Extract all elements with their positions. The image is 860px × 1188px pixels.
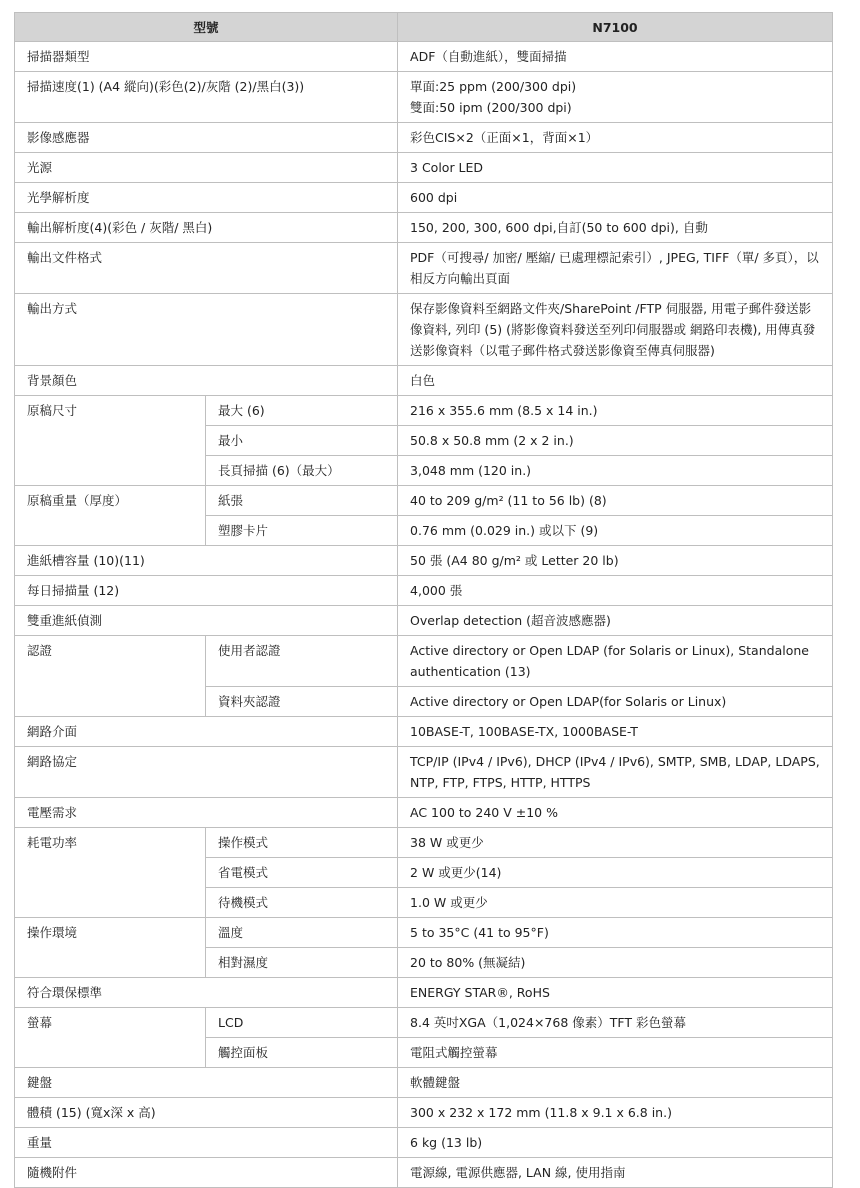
row-label: 輸出解析度(4)(彩色 / 灰階/ 黑白) bbox=[15, 213, 398, 243]
row-label: 耗電功率 bbox=[15, 828, 206, 918]
row-value: AC 100 to 240 V ±10 % bbox=[398, 798, 833, 828]
row-value bbox=[398, 72, 833, 123]
row-sublabel: LCD bbox=[206, 1008, 398, 1038]
row-value: 150, 200, 300, 600 dpi,自訂(50 to 600 dpi), 自動 bbox=[398, 213, 833, 243]
table-row bbox=[15, 123, 833, 153]
row-value: 38 W 或更少 bbox=[398, 828, 833, 858]
table-row bbox=[15, 1128, 833, 1158]
row-sublabel: 待機模式 bbox=[206, 888, 398, 918]
table-row bbox=[15, 798, 833, 828]
table-row bbox=[15, 42, 833, 72]
row-value: 6 kg (13 lb) bbox=[398, 1128, 833, 1158]
spec-table bbox=[14, 12, 833, 1188]
row-sublabel: 溫度 bbox=[206, 918, 398, 948]
row-label: 背景顏色 bbox=[15, 366, 398, 396]
model-header-value: N7100 bbox=[398, 13, 833, 42]
row-label: 進紙槽容量 (10)(11) bbox=[15, 546, 398, 576]
row-label: 光學解析度 bbox=[15, 183, 398, 213]
table-row bbox=[15, 828, 833, 858]
row-label: 鍵盤 bbox=[15, 1068, 398, 1098]
row-label: 符合環保標準 bbox=[15, 978, 398, 1008]
row-value-line: 單面:25 ppm (200/300 dpi) bbox=[410, 79, 577, 94]
row-sublabel: 塑膠卡片 bbox=[206, 516, 398, 546]
row-label: 光源 bbox=[15, 153, 398, 183]
row-value: 50 張 (A4 80 g/m² 或 Letter 20 lb) bbox=[398, 546, 833, 576]
table-row bbox=[15, 396, 833, 426]
table-row bbox=[15, 576, 833, 606]
row-sublabel: 省電模式 bbox=[206, 858, 398, 888]
row-sublabel: 相對濕度 bbox=[206, 948, 398, 978]
table-row bbox=[15, 747, 833, 798]
row-value: 白色 bbox=[398, 366, 833, 396]
table-row bbox=[15, 636, 833, 687]
row-label: 網路協定 bbox=[15, 747, 398, 798]
row-value: 軟體鍵盤 bbox=[398, 1068, 833, 1098]
table-header-row bbox=[15, 13, 833, 42]
row-sublabel: 觸控面板 bbox=[206, 1038, 398, 1068]
row-label: 螢幕 bbox=[15, 1008, 206, 1068]
row-label: 體積 (15) (寬x深 x 高) bbox=[15, 1098, 398, 1128]
table-row bbox=[15, 1158, 833, 1188]
row-label: 隨機附件 bbox=[15, 1158, 398, 1188]
row-value: 1.0 W 或更少 bbox=[398, 888, 833, 918]
row-value: 600 dpi bbox=[398, 183, 833, 213]
row-value: Active directory or Open LDAP (for Solaris or Linux), Standalone authentication (13) bbox=[398, 636, 833, 687]
row-value: ENERGY STAR®, RoHS bbox=[398, 978, 833, 1008]
row-value: 40 to 209 g/m² (11 to 56 lb) (8) bbox=[398, 486, 833, 516]
row-value: 8.4 英吋XGA（1,024×768 像素）TFT 彩色螢幕 bbox=[398, 1008, 833, 1038]
row-label: 雙重進紙偵測 bbox=[15, 606, 398, 636]
table-row bbox=[15, 1068, 833, 1098]
table-row bbox=[15, 213, 833, 243]
row-label: 重量 bbox=[15, 1128, 398, 1158]
row-value: 3 Color LED bbox=[398, 153, 833, 183]
table-row bbox=[15, 243, 833, 294]
row-label: 電壓需求 bbox=[15, 798, 398, 828]
row-value: 2 W 或更少(14) bbox=[398, 858, 833, 888]
row-sublabel: 長頁掃描 (6)（最大） bbox=[206, 456, 398, 486]
row-value-line: 雙面:50 ipm (200/300 dpi) bbox=[410, 100, 572, 115]
row-value: Active directory or Open LDAP(for Solaris or Linux) bbox=[398, 687, 833, 717]
table-row bbox=[15, 366, 833, 396]
row-value: TCP/IP (IPv4 / IPv6), DHCP (IPv4 / IPv6), SMTP, SMB, LDAP, LDAPS, NTP, FTP, FTPS, HTTP, HTTPS bbox=[398, 747, 833, 798]
table-row bbox=[15, 918, 833, 948]
row-value: 20 to 80% (無凝結) bbox=[398, 948, 833, 978]
table-row bbox=[15, 1098, 833, 1128]
table-row bbox=[15, 294, 833, 366]
row-label: 輸出方式 bbox=[15, 294, 398, 366]
row-value: PDF（可搜尋/ 加密/ 壓縮/ 已處理標記索引）, JPEG, TIFF（單/ 多頁），以相反方向輸出頁面 bbox=[398, 243, 833, 294]
row-label: 原稿尺寸 bbox=[15, 396, 206, 486]
row-value: Overlap detection (超音波感應器) bbox=[398, 606, 833, 636]
row-sublabel: 最大 (6) bbox=[206, 396, 398, 426]
row-sublabel: 最小 bbox=[206, 426, 398, 456]
row-value: 300 x 232 x 172 mm (11.8 x 9.1 x 6.8 in.) bbox=[398, 1098, 833, 1128]
row-label: 輸出文件格式 bbox=[15, 243, 398, 294]
row-label: 網路介面 bbox=[15, 717, 398, 747]
row-value: 3,048 mm (120 in.) bbox=[398, 456, 833, 486]
row-label: 原稿重量（厚度） bbox=[15, 486, 206, 546]
row-value: 保存影像資料至網路文件夾/SharePoint /FTP 伺服器, 用電子郵件發送影像資料, 列印 (5) (將影像資料發送至列印伺服器或 網路印表機), 用傳真發送影像資料（以電子郵件格式發送影像資至傳真伺服器) bbox=[398, 294, 833, 366]
table-row bbox=[15, 546, 833, 576]
row-label: 每日掃描量 (12) bbox=[15, 576, 398, 606]
row-value: 216 x 355.6 mm (8.5 x 14 in.) bbox=[398, 396, 833, 426]
row-value: 0.76 mm (0.029 in.) 或以下 (9) bbox=[398, 516, 833, 546]
row-value: 50.8 x 50.8 mm (2 x 2 in.) bbox=[398, 426, 833, 456]
row-sublabel: 資料夾認證 bbox=[206, 687, 398, 717]
row-label: 認證 bbox=[15, 636, 206, 717]
row-sublabel: 使用者認證 bbox=[206, 636, 398, 687]
table-row bbox=[15, 606, 833, 636]
row-value: 彩色CIS×2（正面×1，背面×1） bbox=[398, 123, 833, 153]
table-row bbox=[15, 1008, 833, 1038]
row-label: 操作環境 bbox=[15, 918, 206, 978]
row-value: 電源線, 電源供應器, LAN 線, 使用指南 bbox=[398, 1158, 833, 1188]
row-value: 10BASE-T, 100BASE-TX, 1000BASE-T bbox=[398, 717, 833, 747]
table-row bbox=[15, 72, 833, 123]
row-label: 影像感應器 bbox=[15, 123, 398, 153]
row-value: 5 to 35°C (41 to 95°F) bbox=[398, 918, 833, 948]
model-header-label: 型號 bbox=[15, 13, 398, 42]
row-sublabel: 紙張 bbox=[206, 486, 398, 516]
row-value: 電阻式觸控螢幕 bbox=[398, 1038, 833, 1068]
row-label: 掃描速度(1) (A4 縱向)(彩色(2)/灰階 (2)/黑白(3)) bbox=[15, 72, 398, 123]
row-value: 4,000 張 bbox=[398, 576, 833, 606]
row-sublabel: 操作模式 bbox=[206, 828, 398, 858]
table-row bbox=[15, 717, 833, 747]
row-label: 掃描器類型 bbox=[15, 42, 398, 72]
table-row bbox=[15, 486, 833, 516]
table-row bbox=[15, 183, 833, 213]
table-row bbox=[15, 153, 833, 183]
table-row bbox=[15, 978, 833, 1008]
row-value: ADF（自動進紙），雙面掃描 bbox=[398, 42, 833, 72]
